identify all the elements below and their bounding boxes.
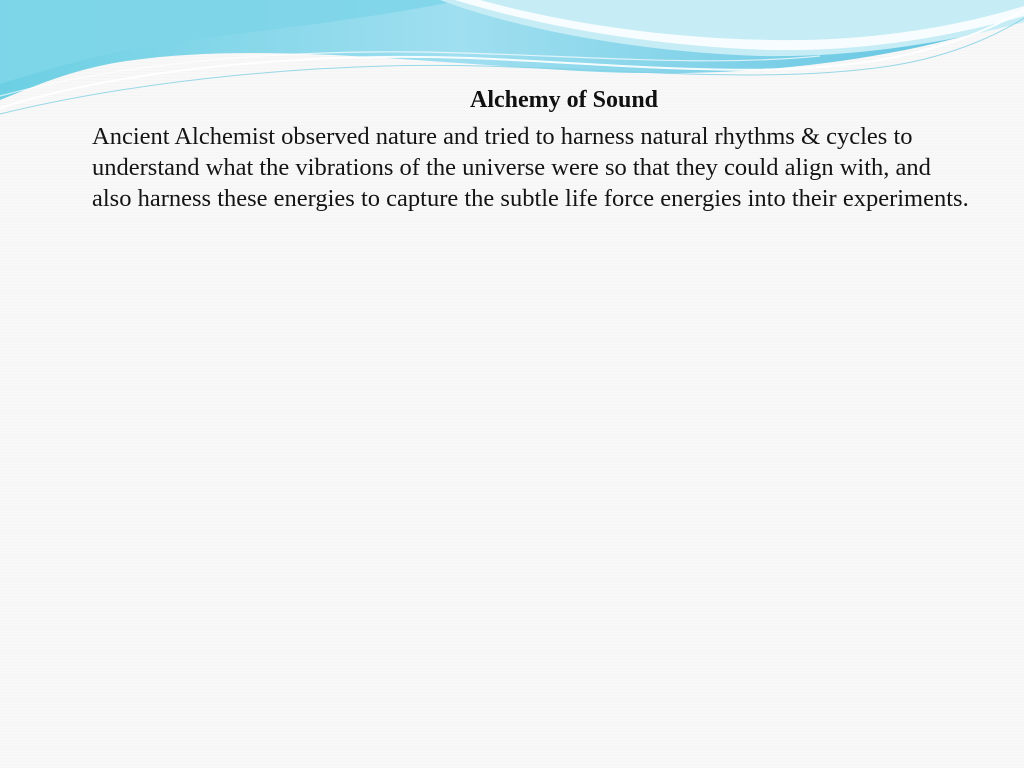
slide-title-container bbox=[470, 84, 690, 116]
slide-body-text: Ancient Alchemist observed nature and tried to harness natural rhythms & cycles to understand what the vibrations of the universe were so that they could align with, and also harness these energies to capture the subtle life force energies into their experiments. bbox=[92, 123, 969, 212]
slide-title: Alchemy of Sound bbox=[470, 87, 659, 113]
